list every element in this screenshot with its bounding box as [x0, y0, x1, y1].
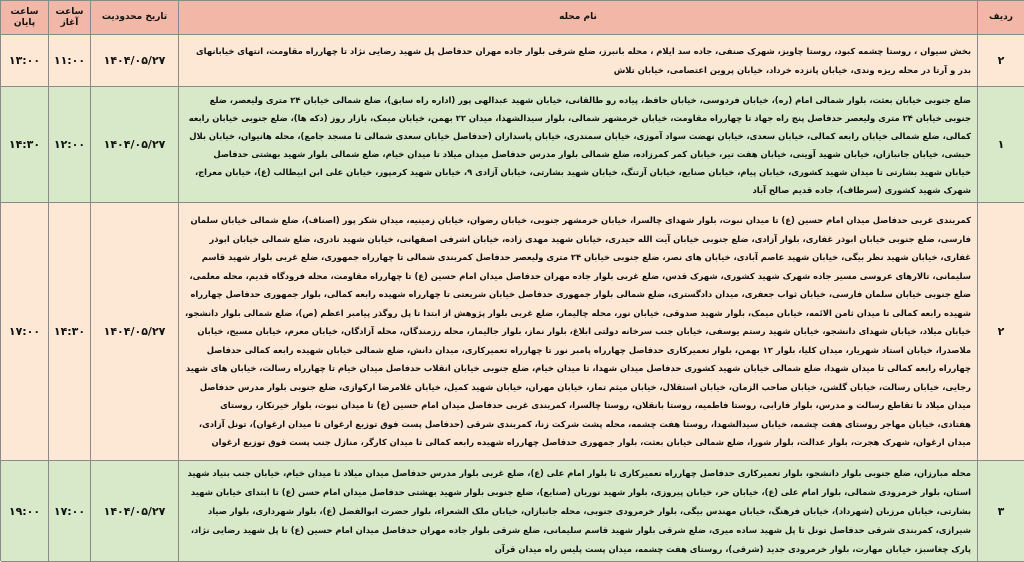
row-4-date: ۱۴۰۴/۰۵/۲۷ — [91, 461, 179, 562]
row-3-start: ۱۴:۳۰ — [49, 203, 91, 461]
row-1-area-text: بخش سیوان ، روستا چشمه کبود، روستا چاویز، شهرک صنفی، جاده سد ایلام ، محله بانبرز، ضلع شرقی بلوار جاده مهران حدفاصل پل شهید رضایی نژاد تا چهارراه مقاومت، انتهای خیابانهای بدر و آرتا در محله ریزه وندی، خیابان پانزده خرداد، خیابان پروین اعتصامی، خیابان تلاش — [196, 45, 971, 75]
header-start-time: ساعت آغاز — [49, 1, 91, 35]
row-3-index: ۲ — [978, 203, 1024, 461]
row-2-index: ۱ — [978, 87, 1024, 203]
row-1-area — [179, 35, 978, 87]
header-area-name: نام محله — [179, 1, 978, 35]
row-2-area-text: ضلع جنوبی خیابان بعثت، بلوار شمالی امام (ره)، خیابان فردوسی، خیابان حافظ، پیاده رو طالقانی، خیابان شهید عبدالهی پور (اداره راه سابق)، ضلع شمالی خیابان ۲۴ متری ولیعصر، ضلع جنوبی خیابان ۲۴ متری ولیعصر حدفاصل پنج راه جهاد تا چهارراه مقاومت، خیابان خرمشهر شمالی، بلوار سیدالشهدا، میدان ۲۲ بهمن، خیابان میمک، بازار روز (دکه ها)، ضلع جنوبی خیابان رابعه کمالی، ضلع شمالی خیابان رابعه کمالی، خیابان سعدی، خیابان نهضت سواد آموزی، خیابان سمندری، خیابان پاسداران (حدفاصل خیابان سعدی شمالی تا مسجد جامع)، محله هانیوان، خیابان بلال حبشی، خیابان جانبازان، خیابان شهید آوینی، خیابان هفت تیر، خیابان کمر کمرزاده، ضلع شمالی بلوار مدرس حدفاصل میدان میلاد تا میدان خیام، ضلع شمالی بلوار شهید بهشتی حدفاصل خیابان شهید بشارتی تا میدان شهید کشوری، خیابان پیام، خیابان صنایع، خیابان آزتنگ، خیابان شهید بشارتی، خیابان آزادی ۹، خیابان شهید کرمپور، خیابان علی ابن ابیطالب (ع)، خیابان معراج، شهرک شهید کشوری (سرطاف)، جاده قدیم صالح آباد — [188, 94, 971, 195]
row-4-start: ۱۷:۰۰ — [49, 461, 91, 562]
row-3-area — [179, 203, 978, 461]
header-row: ردیف — [978, 1, 1024, 35]
row-3-date: ۱۴۰۴/۰۵/۲۷ — [91, 203, 179, 461]
row-2-area — [179, 87, 978, 203]
row-2-end: ۱۴:۳۰ — [1, 87, 49, 203]
row-4-index: ۳ — [978, 461, 1024, 562]
row-4-area-text: محله مبارزان، ضلع جنوبی بلوار دانشجو، بلوار تعمیرکاری حدفاصل چهارراه تعمیرکاری تا بلوار امام علی (ع)، ضلع غربی بلوار مدرس حدفاصل میدان میلاد تا میدان خیام، خیابان جنب بنیاد شهید استان، بلوار خرمرودی شمالی، بلوار امام علی (ع)، خیابان حر، خیابان پیروزی، بلوار شهید نوریان (صنایع)، ضلع جنوبی بلوار شهید بهشتی حدفاصل میدان امام حسن (ع) تا ابتدای خیابان شهید بشارتی، خیابان مرزبان (شهرداد)، خیابان فرهنگ، خیابان مهندس بیگی، بلوار خرمرودی جنوبی، محله جانبازان، خیابان ملک الشعراء، بلوار حضرت ابوالفضل (ع)، بلوار شهرداری، بلوار صیاد شیرازی، کمربندی شرقی حدفاصل تونل تا پل شهید ساده میری، ضلع شرقی بلوار شهید قاسم سلیمانی، ضلع شرقی بلوار جاده مهران حدفاصل میدان امام حسین (ع) تا پل شهید رضایی نژاد، پارک چغاسبز، خیابان مهارت، بلوار خرمرودی جدید (شرقی)، روستای هفت چشمه، میدان پست پلیس راه میدان قرآن — [187, 467, 971, 554]
row-2-start: ۱۲:۰۰ — [49, 87, 91, 203]
row-1-start: ۱۱:۰۰ — [49, 35, 91, 87]
row-3-end: ۱۷:۰۰ — [1, 203, 49, 461]
row-3-area-text: کمربندی غربی حدفاصل میدان امام حسین (ع) تا میدان نبوت، بلوار شهدای چالسرا، خیابان خرمشهر جنوبی، خیابان رضوان، خیابان زمینیه، میدان شکر پور (اصناف)، ضلع شمالی خیابان سلمان فارسی، ضلع جنوبی خیابان ابوذر غفاری، بلوار آزادی، ضلع جنوبی خیابان آیت الله حیدری، خیابان شهید مهدی زاده، خیابان اشرفی اصفهانی، خیابان شهید نادری، ضلع شمالی خیابان ابوذر غفاری، خیابان شهید نظر بیگی، خیابان شهید عاصم آبادی، خیابان های نصر، ضلع جنوبی خیابان ۲۴ متری ولیعصر حدفاصل کمربندی شمالی تا چهارراه جمهوری، ضلع غربی بلوار شهید قاسم سلیمانی، تالارهای عروسی مسیر جاده شهرک شهید کشوری، شهرک قدس، ضلع غربی بلوار جاده مهران حدفاصل میدان امام حسین (ع) تا چهارراه مقاومت، محله فرودگاه قدیم، محله معلمی، ضلع جنوبی خیابان سلمان فارسی، خیابان ثواب جعفری، میدان دادگستری، ضلع شمالی بلوار جمهوری حدفاصل خیابان شریعتی تا چهارراه شهیده رابعه کمالی، بلوار جمهوری حدفاصل چهارراه شهیده رابعه کمالی تا میدان ثامن الائمه، خیابان میمک، بلوار شهید صدوقی، خیابان نور، محله چالیمار، ضلع غربی بلوار پژوهش از ابتدا تا پل روگذر پیامبر اعظم (ص)، ضلع شمالی بلوار دانشجو، خیابان میلاد، خیابان شهدای دانشجو، خیابان شهید رستم یوسفی، خیابان جنب سرخانه دولتی ابلاغ، بلوار نماز، بلوار جالیمار، محله رزمندگان، محله آزادگان، خیابان معرم، خیابان مسیح، خیابان ملاصدرا، خیابان استاد شهریار، میدان کلیا، بلوار ۱۲ بهمن، بلوار تعمیرکاری حدفاصل چهارراه پامبر نور تا چهارراه تعمیرکاری، میدان دانش، ضلع شمالی خیابان شهیده رابعه کمالی حدفاصل چهارراه رابعه کمالی تا میدان شهدا، ضلع شمالی خیابان شهید کشوری حدفاصل میدان شهدا، تا میدان خیام، ضلع جنوبی خیابان انقلاب حدفاصل میدان خیام تا چهارراه رسالت، خیابان های شهید رجایی، خیابان رسالت، خیابان گلشن، خیابان صاحب الزمان، خیابان استقلال، خیابان میثم تمار، خیابان مهران، خیابان شهید کمیل، خیابان غلامرضا ارکوازی، ضلع جنوبی بلوار مدرس حدفاصل میدان میلاد تا تقاطع رسالت و مدرس، بلوار فارابی، روستا فاطمیه، روستا بانقلان، روستا چالسرا، کمربندی غربی حدفاصل میدان امام حسین (ع) تا میدان نبوت، بلوار خیرنکار، روستای هفتادی، خیابان مهاجر روستای هفت چشمه، خیابان سیدالشهدا، روستا هفت چشمه، محله پشت شرکت زنا، کمربندی شرقی (حدفاصل پست فوق توزیع ارغوان تا میدان ارغوان)، تونل آزادی، میدان ارغوان، شهرک هجرت، بلوار عدالت، بلوار شورا، ضلع شمالی خیابان بعثت، بلوار جمهوری حدفاصل چهارراه شهیده رابعه کمالی تا میدان کارگر، منازل جنب پست فوق توزیع ارغوان — [185, 215, 971, 448]
row-1-date: ۱۴۰۴/۰۵/۲۷ — [91, 35, 179, 87]
header-end-time: ساعت پایان — [1, 1, 49, 35]
row-2-date: ۱۴۰۴/۰۵/۲۷ — [91, 87, 179, 203]
row-4-area — [179, 461, 978, 562]
row-4-end: ۱۹:۰۰ — [1, 461, 49, 562]
header-limit-date: تاریخ محدودیت — [91, 1, 179, 35]
row-1-end: ۱۳:۰۰ — [1, 35, 49, 87]
row-1-index: ۲ — [978, 35, 1024, 87]
